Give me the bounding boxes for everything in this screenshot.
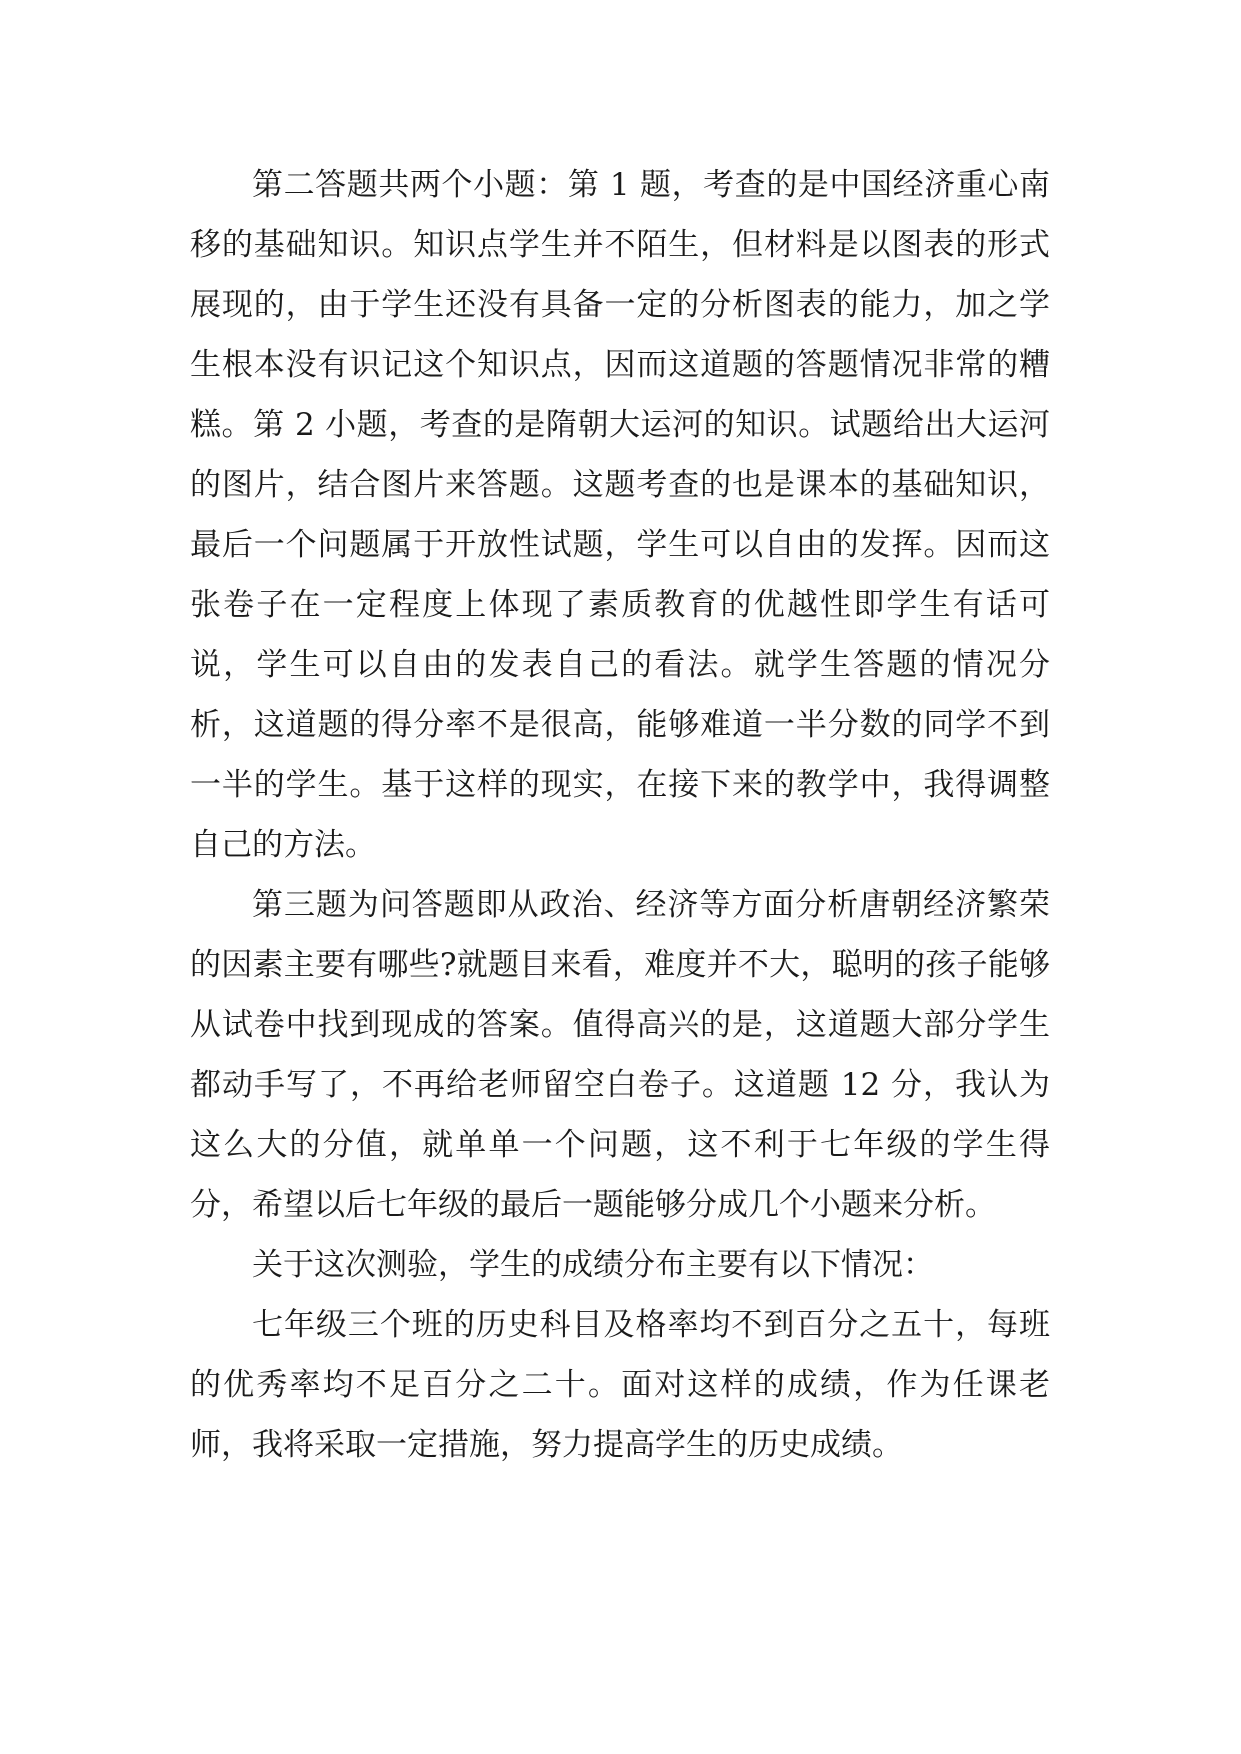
- paragraph-question-two: 第二答题共两个小题：第 1 题，考查的是中国经济重心南移的基础知识。知识点学生并不陌生，但材料是以图表的形式展现的，由于学生还没有具备一定的分析图表的能力，加之学生根本没有识记这个知识点，因而这道题的答题情况非常的糟糕。第 2 小题，考查的是隋朝大运河的知识。试题给出大运河的图片，结合图片来答题。这题考查的也是课本的基础知识，最后一个问题属于开放性试题，学生可以自由的发挥。因而这张卷子在一定程度上体现了素质教育的优越性即学生有话可说，学生可以自由的发表自己的看法。就学生答题的情况分析，这道题的得分率不是很高，能够难道一半分数的同学不到一半的学生。基于这样的现实，在接下来的教学中，我得调整自己的方法。: [190, 167, 1050, 863]
- paragraph-score-summary: 七年级三个班的历史科目及格率均不到百分之五十，每班的优秀率均不足百分之二十。面对这样的成绩，作为任课老师，我将采取一定措施，努力提高学生的历史成绩。: [190, 1307, 1050, 1463]
- document-body: [190, 155, 1050, 1475]
- paragraph-question-three: 第三题为问答题即从政治、经济等方面分析唐朝经济繁荣的因素主要有哪些?就题目来看，难度并不大，聪明的孩子能够从试卷中找到现成的答案。值得高兴的是，这道题大部分学生都动手写了，不再给老师留空白卷子。这道题 12 分，我认为这么大的分值，就单单一个问题，这不利于七年级的学生得分，希望以后七年级的最后一题能够分成几个小题来分析。: [190, 887, 1050, 1223]
- paragraph-score-intro: 关于这次测验，学生的成绩分布主要有以下情况：: [252, 1247, 934, 1283]
